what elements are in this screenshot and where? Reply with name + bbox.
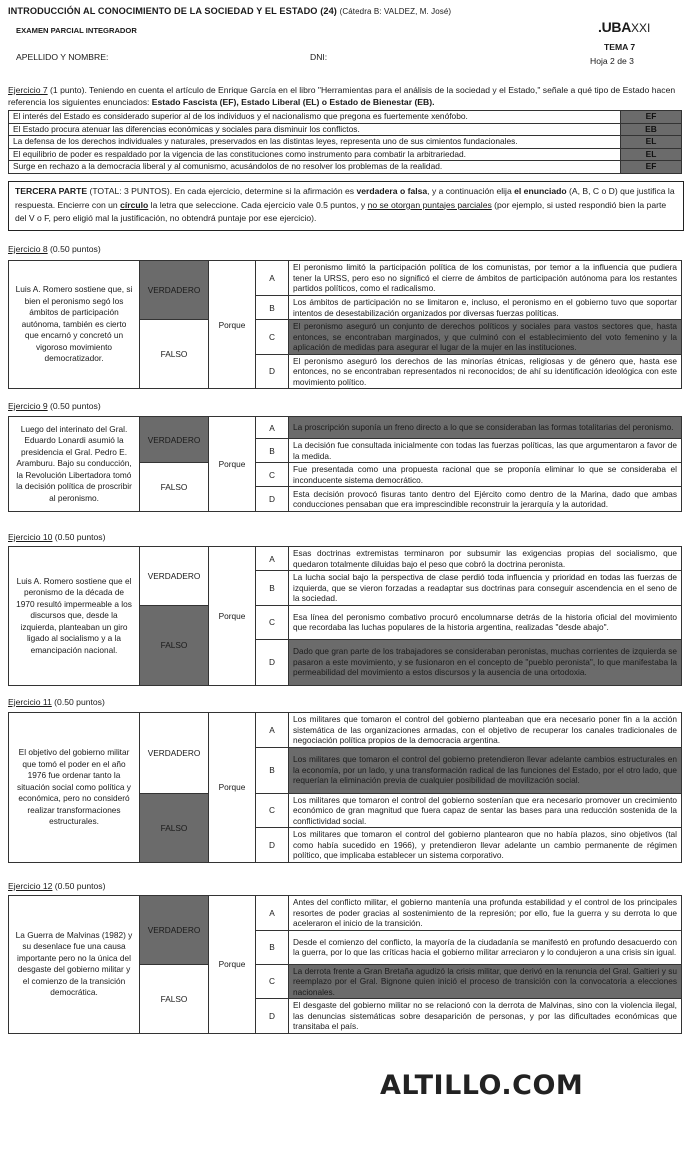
exercise-statement: La Guerra de Malvinas (1982) y su desenlace fue una causa importante pero no la única del desgaste del gobierno militar y el comienzo de la transición democrática. (9, 896, 140, 1034)
tema-label: TEMA 7 (604, 42, 636, 52)
option-letter[interactable]: A (256, 417, 289, 439)
exercise-7-statement: El Estado procura atenuar las diferencias económicas y sociales para disminuir los conflictos. (9, 123, 621, 136)
option-text: La lucha social bajo la perspectiva de clase perdió toda influencia y prioridad en todas las fuerzas de izquierda, que se vieron forzadas a readaptar sus doctrinas para conseguir ascendencia en el seno de la sociedad. (289, 571, 682, 606)
option-text: El peronismo limitó la participación política de los comunistas, por temor a la influencia que pudiera tener la URSS, pero eso no significó el cierre de ámbitos de participación autónoma para los restantes partidos políticos, como el radicalismo. (289, 261, 682, 296)
option-letter[interactable]: A (256, 713, 289, 748)
verdadero-option[interactable]: VERDADERO (140, 896, 209, 965)
exercise-label: Ejercicio 12 (0.50 puntos) (8, 881, 106, 891)
part-3-instructions: TERCERA PARTE (TOTAL: 3 PUNTOS). En cada ejercicio, determine si la afirmación es verdadera o falsa, y a continuación elija el enunciado (A, B, C o D) que justifica la respuesta. Encierre con un círculo la letra que seleccione. Cada ejercicio vale 0.5 puntos, y no se otorgan puntajes parciales (por ejemplo, si usted respondió bien la parte del V o F, pero eligió mal la justificación, no obtendrá puntaje por ese ejercicio). (8, 181, 684, 231)
course-title: INTRODUCCIÓN AL CONOCIMIENTO DE LA SOCIEDAD Y EL ESTADO (24) (Cátedra B: VALDEZ, M. José) (8, 6, 452, 16)
exercise-label: Ejercicio 9 (0.50 puntos) (8, 401, 101, 411)
exercise-statement: El objetivo del gobierno militar que tomó el poder en el año 1976 fue ordenar tanto la situación social como política y económica, pero no consideró realizar transformaciones estructurales. (9, 713, 140, 863)
option-text: El peronismo aseguró un conjunto de derechos políticos y sociales para vastos sectores que, hasta entonces, se encontraban marginados, y que culminó con el establecimiento del voto femenino y la aplicación de medidas para asegurar el lugar de la mujer en las instituciones. (289, 320, 682, 355)
option-text: Esa línea del peronismo combativo procuró encolumnarse detrás de la historia oficial del movimiento que recordaba las luchas populares de la historia argentina, realizadas "desde abajo". (289, 605, 682, 639)
option-text: La proscripción suponía un freno directo a lo que se consideraban las formas totalitarias del peronismo. (289, 417, 682, 439)
option-letter[interactable]: D (256, 999, 289, 1034)
altillo-watermark: ALTILLO.COM (380, 1070, 584, 1101)
porque-label: Porque (209, 713, 256, 863)
option-text: Esas doctrinas extremistas terminaron por subsumir las exigencias propias del socialismo, que quedaron totalmente diluidas bajo el peso que cobró la doctrina peronista. (289, 547, 682, 571)
exercise-label: Ejercicio 11 (0.50 puntos) (8, 697, 105, 707)
option-letter[interactable]: C (256, 605, 289, 639)
option-letter[interactable]: B (256, 571, 289, 606)
option-text: Los militares que tomaron el control del gobierno pretendieron llevar adelante cambios estructurales en la economía, por un lado, y una transformación radical de las funciones del Estado, por el otro lado, que requerían la eliminación previa de cualquier posibilidad de movilización social. (289, 747, 682, 793)
option-text: La derrota frente a Gran Bretaña agudizó la crisis militar, que derivó en la renuncia del Gral. Galtieri y su reemplazo por el Gral. Bignone quien inició el proceso de transición con la convocatoria a elecciones nacionales. (289, 964, 682, 999)
option-letter[interactable]: A (256, 547, 289, 571)
exercise-7-answer[interactable]: EL (621, 136, 682, 149)
exercise-7-answer[interactable]: EF (621, 161, 682, 174)
exercise-statement: Luis A. Romero sostiene que el peronismo de la década de 1970 resultó impermeable a los discursos que, desde la izquierda, planteaban un giro ligado al socialismo y a la emancipación nacional. (9, 547, 140, 686)
option-letter[interactable]: B (256, 439, 289, 463)
exercise-label: Ejercicio 8 (0.50 puntos) (8, 244, 101, 254)
option-text: Los militares que tomaron el control del gobierno sostenían que era necesario promover un crecimiento económico de gran magnitud que fuera capaz de sentar las bases para una reducción sostenida de la conflictividad social. (289, 793, 682, 828)
option-text: El desgaste del gobierno militar no se relacionó con la derrota de Malvinas, sino con la violencia ilegal, las denuncias sistemáticas sobre desaparición de personas, y por las dificultades económicas que transitaba el país. (289, 999, 682, 1034)
exercise-table (8, 416, 682, 512)
option-letter[interactable]: B (256, 930, 289, 964)
option-letter[interactable]: D (256, 354, 289, 389)
option-letter[interactable]: D (256, 639, 289, 685)
option-letter[interactable]: D (256, 487, 289, 512)
exercise-7-statement: La defensa de los derechos individuales y naturales, preservados en las distintas leyes, representa uno de sus cimientos fundacionales. (9, 136, 621, 149)
verdadero-option[interactable]: VERDADERO (140, 417, 209, 463)
option-text: Antes del conflicto militar, el gobierno mantenía una profunda estabilidad y el control de los principales resortes de poder gracias al sostenimiento de la represión; por ello, fue la guerra y su derrota lo que aceleraron el inicio de la transición. (289, 896, 682, 931)
exercise-7-row (9, 148, 682, 161)
exercise-7-row (9, 111, 682, 124)
option-text: La decisión fue consultada inicialmente con todas las fuerzas políticas, las que argumentaron a favor de la medida. (289, 439, 682, 463)
verdadero-option[interactable]: VERDADERO (140, 547, 209, 606)
option-row (9, 547, 682, 571)
falso-option[interactable]: FALSO (140, 964, 209, 1033)
verdadero-option[interactable]: VERDADERO (140, 261, 209, 320)
option-letter[interactable]: C (256, 463, 289, 487)
falso-option[interactable]: FALSO (140, 320, 209, 389)
exercise-statement: Luego del interinato del Gral. Eduardo Lonardi asumió la presidencia el Gral. Pedro E. Aramburu. Bajo su conducción, la Revolución Libertadora tomó la decisión política de proscribir al peronismo. (9, 417, 140, 512)
option-letter[interactable]: C (256, 320, 289, 355)
option-text: Desde el comienzo del conflicto, la mayoría de la ciudadanía se manifestó en profundo desacuerdo con la guerra, por lo que las críticas hacia el gobierno militar arreciaron y lo condujeron a una crisis sin igual. (289, 930, 682, 964)
option-row (9, 417, 682, 439)
exercise-statement: Luis A. Romero sostiene que, si bien el peronismo segó los ámbitos de participación autónoma, también es cierto que encarnó y concretó un vigoroso movimiento democratizador. (9, 261, 140, 389)
exercise-table (8, 546, 682, 686)
course-chair: (Cátedra B: VALDEZ, M. José) (339, 7, 452, 16)
option-text: Fue presentada como una propuesta racional que se proponía eliminar lo que se consideraba el inconducente sistema democrático. (289, 463, 682, 487)
option-letter[interactable]: A (256, 261, 289, 296)
exercise-table (8, 895, 682, 1034)
page-number: Hoja 2 de 3 (590, 56, 634, 66)
option-row (9, 896, 682, 931)
exercise-7-instructions: Ejercicio 7 (1 punto). Teniendo en cuenta el artículo de Enrique García en el libro "Herramientas para el análisis de la sociedad y el Estado," señale a qué tipo de Estado hacen referencia los siguientes enunciados: Estado Fascista (EF), Estado Liberal (EL) o Estado de Bienestar (EB). (8, 85, 676, 107)
option-letter[interactable]: C (256, 964, 289, 999)
exercise-7-answer[interactable]: EL (621, 148, 682, 161)
exercise-table (8, 712, 682, 863)
exam-name: EXAMEN PARCIAL INTEGRADOR (16, 26, 137, 35)
exercise-7-statement: Surge en rechazo a la democracia liberal y al comunismo, acusándolos de no resolver los problemas de la realidad. (9, 161, 621, 174)
exercise-7-statement: El equilibrio de poder es respaldado por la vigencia de las constituciones como instrumento para combatir la arbitrariedad. (9, 148, 621, 161)
option-text: Esta decisión provocó fisuras tanto dentro del Ejército como dentro de la Marina, dado que ambas conducciones pensaban que era imprescindible reconstruir la jerarquía y la autoridad. (289, 487, 682, 512)
exercise-7-row (9, 123, 682, 136)
option-letter[interactable]: B (256, 747, 289, 793)
option-text: Los militares que tomaron el control del gobierno planteaban que era necesario poner fin a la acción sistemática de las organizaciones armadas, con el objetivo de recuperar los canales tradicionales de negociación política propios de la democracia argentina. (289, 713, 682, 748)
exercise-7-answer[interactable]: EF (621, 111, 682, 124)
verdadero-option[interactable]: VERDADERO (140, 713, 209, 794)
porque-label: Porque (209, 896, 256, 1034)
option-text: Dado que gran parte de los trabajadores se consideraban peronistas, muchas corrientes de izquierda se pasaron a este movimiento, y se fusionaron en el concepto de "pueblo peronista", lo que manifestaba la permeabilidad del movimiento a estos discursos y la ausencia de una ortodoxia. (289, 639, 682, 685)
option-letter[interactable]: C (256, 793, 289, 828)
exercise-7-row (9, 136, 682, 149)
porque-label: Porque (209, 417, 256, 512)
falso-option[interactable]: FALSO (140, 793, 209, 862)
option-letter[interactable]: B (256, 296, 289, 320)
exercise-7-row (9, 161, 682, 174)
option-text: Los ámbitos de participación no se limitaron e, incluso, el peronismo en el gobierno tuvo que soportar intentos de desestabilización organizados por diversas fuerzas políticas. (289, 296, 682, 320)
name-label: APELLIDO Y NOMBRE: (16, 52, 109, 62)
falso-option[interactable]: FALSO (140, 605, 209, 685)
uba-logo: .UBAXXI (598, 19, 651, 35)
exercise-7-table (8, 110, 682, 174)
falso-option[interactable]: FALSO (140, 463, 209, 512)
exercise-7-answer[interactable]: EB (621, 123, 682, 136)
exercise-7-statement: El interés del Estado es considerado superior al de los individuos y el nacionalismo que pregona es fuertemente xenófobo. (9, 111, 621, 124)
exercise-label: Ejercicio 10 (0.50 puntos) (8, 532, 106, 542)
porque-label: Porque (209, 547, 256, 686)
option-text: Los militares que tomaron el control del gobierno plantearon que no había plazos, sino objetivos (tal como había sucedido en 1966), y pretendieron llevar adelante un cambio permanente de régimen político, que implicaba establecer un sistema corporativo. (289, 828, 682, 863)
option-letter[interactable]: A (256, 896, 289, 931)
option-row (9, 261, 682, 296)
porque-label: Porque (209, 261, 256, 389)
option-row (9, 713, 682, 748)
dni-label: DNI: (310, 52, 328, 62)
exercise-table (8, 260, 682, 389)
option-letter[interactable]: D (256, 828, 289, 863)
option-text: El peronismo aseguró los derechos de las minorías étnicas, religiosas y de género que, hasta ese entonces, no se encontraban representados ni reconocidos; de ahí su identificación ideológica con este movimiento político. (289, 354, 682, 389)
